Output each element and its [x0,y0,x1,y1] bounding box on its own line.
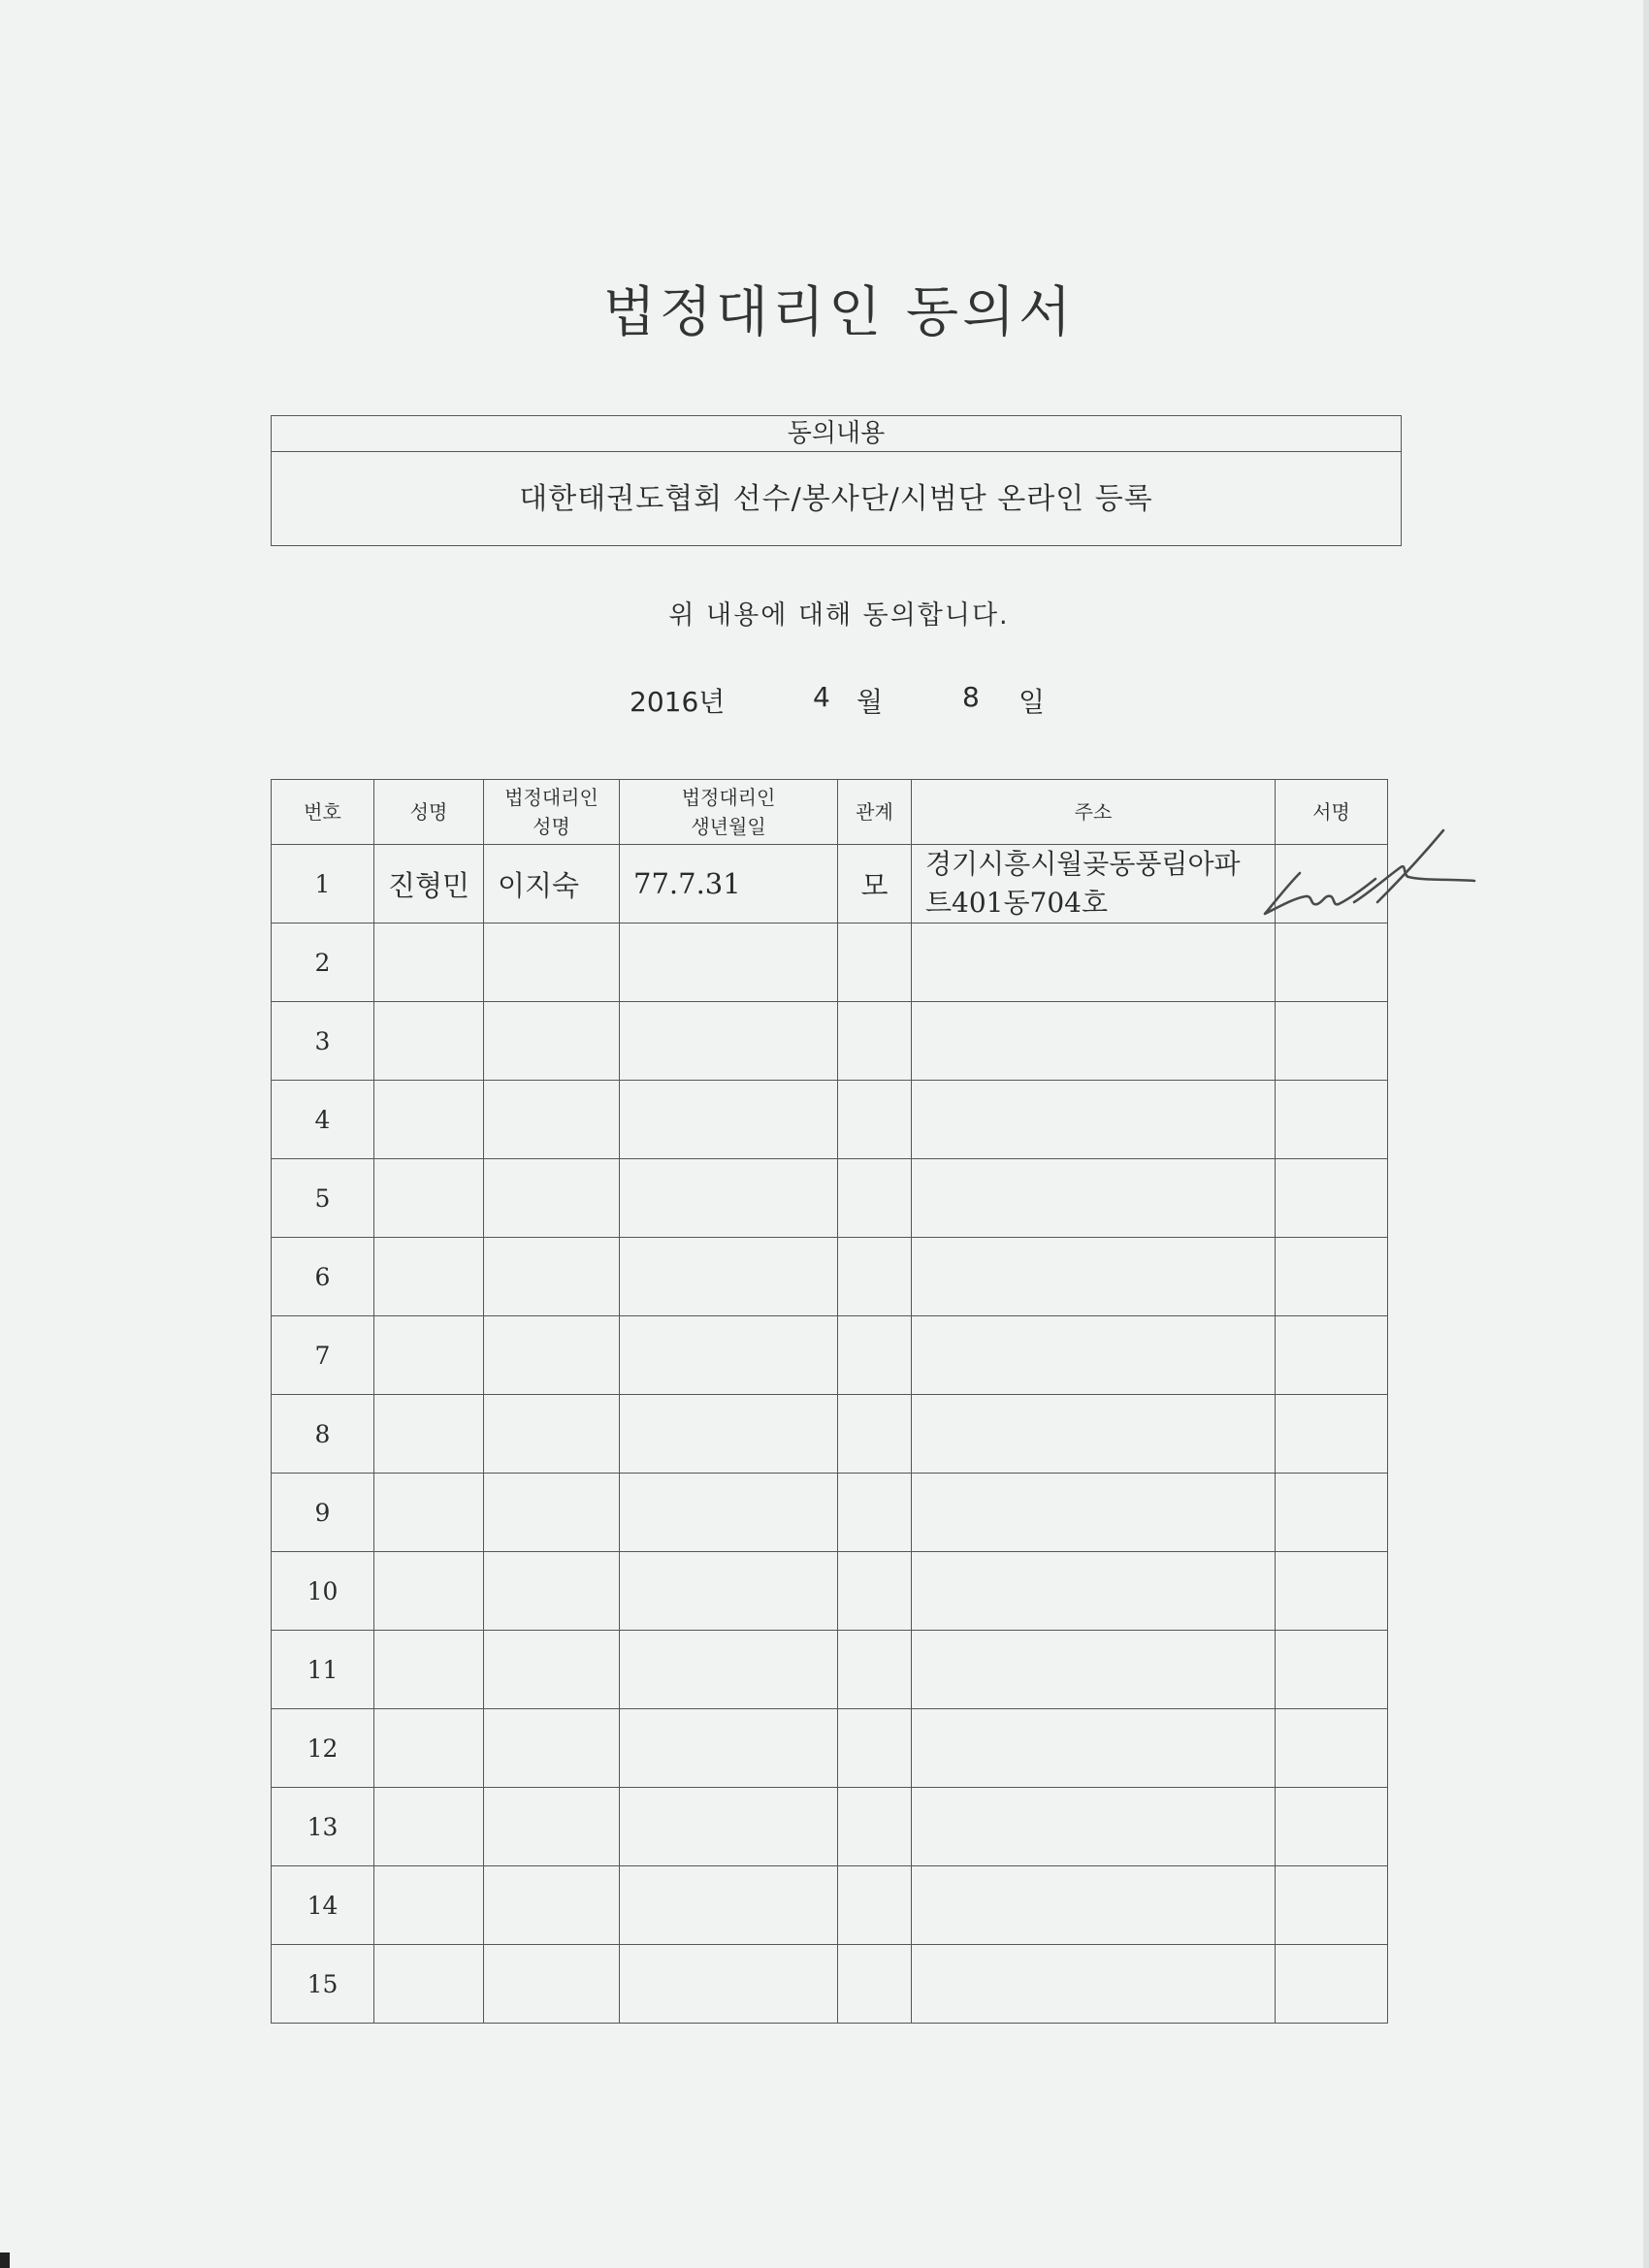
header-number: 번호 [272,780,374,845]
table-row [272,1945,1388,2024]
row-number: 12 [272,1709,374,1788]
row-number: 11 [272,1631,374,1709]
date-year: 2016년 [630,686,726,718]
header-guardian-name-line1: 법정대리인 [504,786,598,809]
row-guardian-name: 이지숙 [484,845,620,923]
row-relation: 모 [838,845,912,923]
guardian-table [271,779,1388,2024]
row-address [912,845,1276,923]
row-number: 7 [272,1316,374,1395]
row-number: 8 [272,1395,374,1474]
table-row [272,1238,1388,1316]
date-day-unit: 일 [1018,686,1046,718]
table-row [272,1788,1388,1866]
document-title: 법정대리인 동의서 [602,281,1076,344]
table-row [272,845,1388,923]
header-signature: 서명 [1276,780,1388,845]
row-name: 진형민 [374,845,484,923]
consent-content-box [271,415,1402,546]
table-row [272,1081,1388,1159]
consent-body: 대한태권도협회 선수/봉사단/시범단 온라인 등록 [519,482,1153,516]
row-number: 6 [272,1238,374,1316]
date-month: 4 [813,681,830,713]
row-number: 2 [272,923,374,1002]
table-row [272,1866,1388,1945]
header-address: 주소 [912,780,1276,845]
header-guardian-name [484,780,620,845]
header-guardian-birth-line1: 법정대리인 [681,786,776,809]
row-number: 15 [272,1945,374,2024]
consent-header: 동의내용 [272,416,1401,452]
date-day: 8 [962,681,980,713]
table-row [272,1316,1388,1395]
table-row [272,1159,1388,1238]
row-number: 10 [272,1552,374,1631]
scan-corner-mark [0,2252,10,2268]
row-address-line1: 경기시흥시월곶동풍림아파 [925,848,1241,880]
header-relation: 관계 [838,780,912,845]
header-name: 성명 [374,780,484,845]
row-number: 9 [272,1474,374,1552]
table-row [272,1631,1388,1709]
table-row [272,923,1388,1002]
header-guardian-name-line2: 성명 [533,815,570,838]
row-number: 4 [272,1081,374,1159]
row-number: 14 [272,1866,374,1945]
header-guardian-birth-line2: 생년월일 [691,815,766,838]
handwritten-signature [1261,825,1479,931]
table-row [272,1474,1388,1552]
table-row [272,1709,1388,1788]
table-row [272,1552,1388,1631]
date-line [0,681,1649,720]
agree-statement: 위 내용에 대해 동의합니다. [668,600,1010,631]
table-row [272,1002,1388,1081]
date-month-unit: 월 [857,686,884,718]
row-number: 5 [272,1159,374,1238]
table-header-row [272,780,1388,845]
row-number: 3 [272,1002,374,1081]
row-number: 13 [272,1788,374,1866]
row-number: 1 [272,845,374,923]
row-guardian-birth: 77.7.31 [620,845,838,923]
row-address-line2: 트401동704호 [925,887,1109,919]
header-guardian-birth [620,780,838,845]
table-row [272,1395,1388,1474]
